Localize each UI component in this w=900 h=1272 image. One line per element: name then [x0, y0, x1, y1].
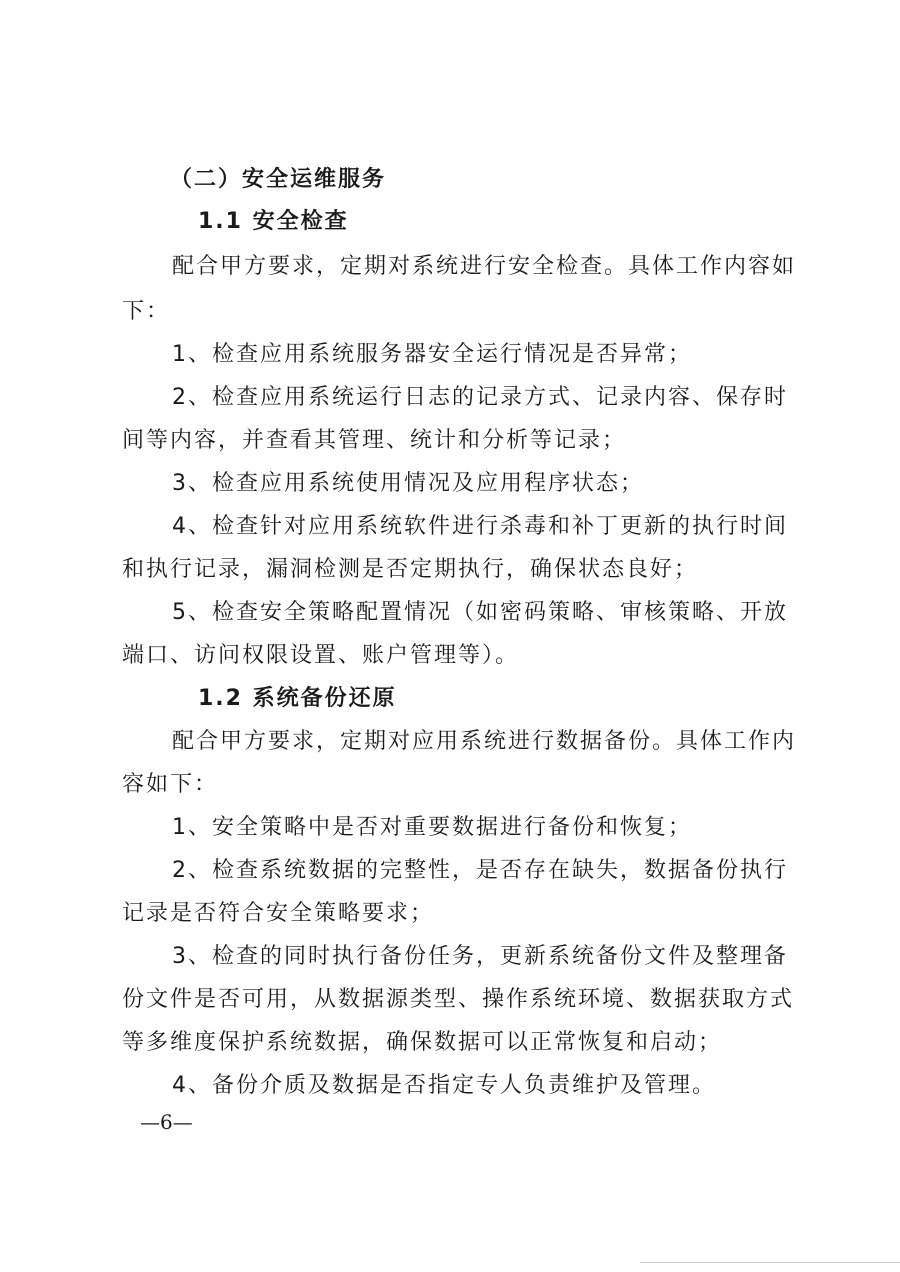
list-item-continuation: 端口、访问权限设置、账户管理等）。: [122, 643, 520, 668]
list-item-continuation: 记录是否符合安全策略要求；: [122, 901, 435, 926]
list-item: 3、检查的同时执行备份任务，更新系统备份文件及整理备: [172, 944, 788, 969]
page-number: —6—: [140, 1110, 193, 1134]
subsection-heading-1-1: 1.1 安全检查: [198, 209, 349, 234]
list-item: 2、检查应用系统运行日志的记录方式、记录内容、保存时: [172, 385, 788, 410]
list-item: 2、检查系统数据的完整性，是否存在缺失，数据备份执行: [172, 858, 788, 883]
list-item-continuation: 份文件是否可用，从数据源类型、操作系统环境、数据获取方式: [122, 987, 795, 1012]
subsection-heading-1-2: 1.2 系统备份还原: [198, 686, 397, 711]
list-item: 1、安全策略中是否对重要数据进行备份和恢复；: [172, 815, 692, 840]
section-heading: （二）安全运维服务: [170, 167, 387, 192]
paragraph-line: 配合甲方要求，定期对系统进行安全检查。具体工作内容如: [172, 254, 797, 279]
list-item: 4、备份介质及数据是否指定专人负责维护及管理。: [172, 1073, 716, 1098]
paragraph-line: 配合甲方要求，定期对应用系统进行数据备份。具体工作内: [172, 729, 797, 754]
paragraph-line: 容如下：: [122, 772, 219, 797]
list-item-continuation: 和执行记录，漏洞检测是否定期执行，确保状态良好；: [122, 557, 699, 582]
list-item: 1、检查应用系统服务器安全运行情况是否异常；: [172, 342, 692, 367]
list-item: 4、检查针对应用系统软件进行杀毒和补丁更新的执行时间: [172, 514, 788, 539]
paragraph-line: 下：: [122, 299, 171, 324]
list-item: 3、检查应用系统使用情况及应用程序状态；: [172, 471, 644, 496]
footer-divider: [640, 1262, 900, 1263]
list-item-continuation: 间等内容，并查看其管理、统计和分析等记录；: [122, 428, 627, 453]
list-item-continuation: 等多维度保护系统数据，确保数据可以正常恢复和启动；: [122, 1030, 723, 1055]
list-item: 5、检查安全策略配置情况（如密码策略、审核策略、开放: [172, 600, 788, 625]
